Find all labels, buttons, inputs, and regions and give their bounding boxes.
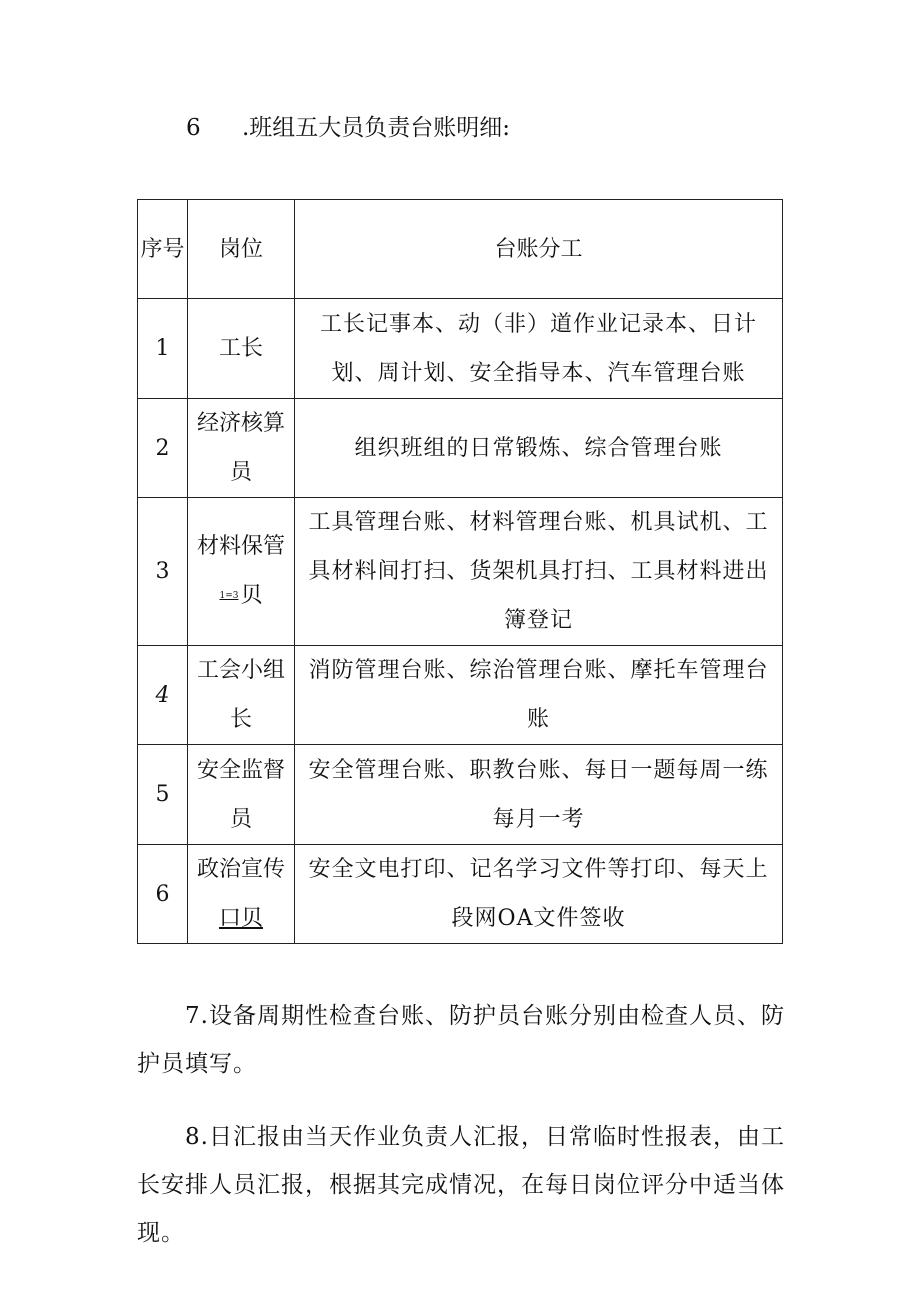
position-tail: 口贝 [218,906,263,931]
row-position [188,646,295,745]
paragraph-7 [137,992,787,1088]
row-position [188,299,295,399]
position-text [197,522,285,621]
row-position [188,745,295,845]
row-seq: 3 [138,498,188,646]
row-position [188,498,295,646]
position-tail: 贝 [240,583,263,609]
position-tiny-mark: 1=3 [219,590,239,601]
row-seq: 1 [138,299,188,399]
section-title: .班组五大员负责台账明细: [242,115,511,141]
position-main: 材料保管 [196,534,285,560]
table-row [138,399,783,498]
table-header-row [138,200,783,299]
paragraph-7-text: 7.设备周期性检查台账、防护员台账分别由检查人员、防护员填写。 [137,1003,785,1077]
row-ledger: 工具管理台账、材料管理台账、机具试机、工具材料间打扫、货架机具打扫、工具材料进出簿登记 [295,498,783,646]
paragraph-8-text: 8.日汇报由当天作业负责人汇报，日常临时性报表，由工长安排人员汇报，根据其完成情况，在每日岗位评分中适当体现。 [137,1124,785,1246]
position-text: 工长 [218,336,263,361]
position-text [197,845,285,943]
row-ledger: 安全管理台账、职教台账、每日一题每周一练每月一考 [295,745,783,845]
table-row [138,299,783,399]
row-seq: 6 [138,845,188,944]
position-text: 经济核算员 [196,411,285,485]
row-seq: 2 [138,399,188,498]
paragraph-8 [137,1113,787,1257]
row-position [188,399,295,498]
position-text: 安全监督员 [196,757,285,832]
table-row [138,745,783,845]
table-row [138,498,783,646]
row-ledger: 工长记事本、动（非）道作业记录本、日计划、周计划、安全指导本、汽车管理台账 [295,299,783,399]
ledger-assignment-table [137,199,783,944]
position-text: 工会小组长 [196,658,285,732]
row-seq: 5 [138,745,188,845]
row-seq: 4 [138,646,188,745]
section-heading [186,112,510,144]
table-row [138,845,783,944]
table-row [138,646,783,745]
header-ledger: 台账分工 [295,200,783,299]
header-seq: 序号 [138,200,188,299]
row-ledger: 组织班组的日常锻炼、综合管理台账 [295,399,783,498]
row-ledger: 安全文电打印、记名学习文件等打印、每天上段网OA文件签收 [295,845,783,944]
section-number: 6 [186,115,201,141]
row-position [188,845,295,944]
row-ledger: 消防管理台账、综治管理台账、摩托车管理台账 [295,646,783,745]
header-position: 岗位 [188,200,295,299]
position-main: 政治宣传 [196,857,285,882]
